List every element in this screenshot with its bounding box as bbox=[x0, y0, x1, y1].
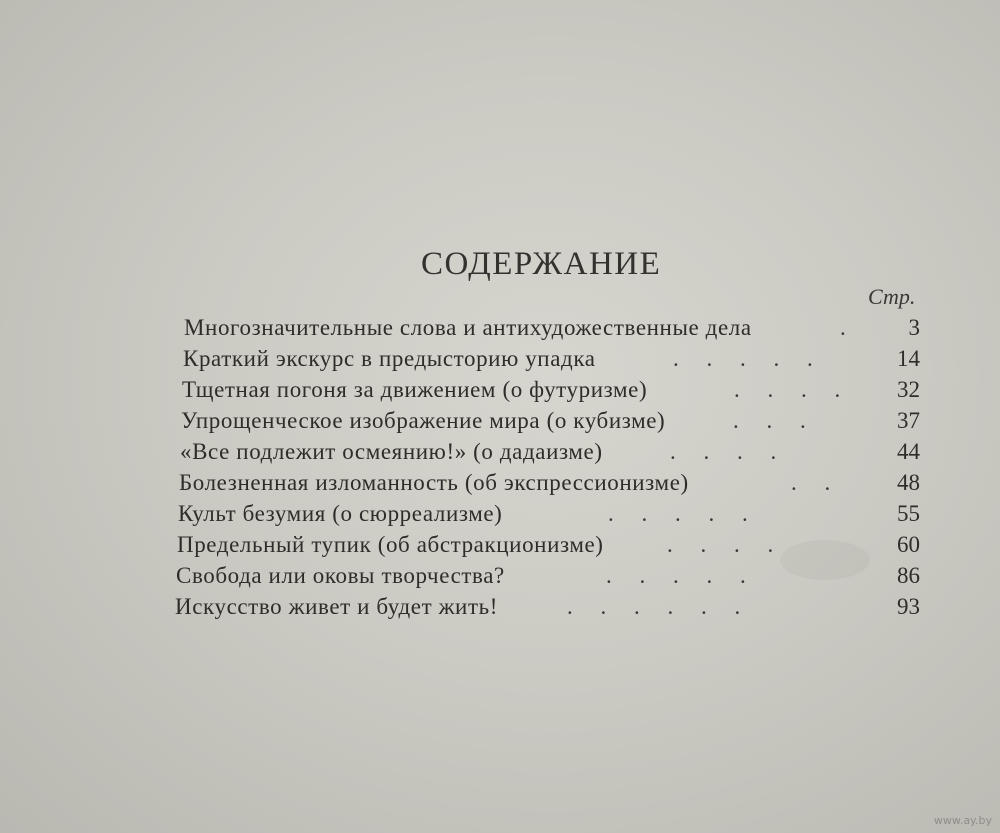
toc-entry-leader: . . . . . . bbox=[567, 594, 741, 619]
toc-entry-page: 93 bbox=[897, 594, 920, 619]
toc-entry-title: Тщетная погоня за движением (о футуризме) bbox=[182, 377, 648, 402]
toc-entry bbox=[176, 563, 920, 595]
toc-entry-page: 32 bbox=[897, 377, 920, 402]
toc-entry-leader: . . . . bbox=[670, 439, 777, 464]
toc-entry-page: 86 bbox=[897, 563, 920, 588]
toc-entry bbox=[175, 594, 920, 626]
page-column-label: Стр. bbox=[868, 284, 916, 309]
toc-entry-leader: . . . . . bbox=[673, 346, 813, 371]
toc-entry-title: Свобода или оковы творчества? bbox=[176, 563, 505, 588]
toc-entry-page: 3 bbox=[908, 315, 920, 340]
toc-entry-title: «Все подлежит осмеянию!» (о дадаизме) bbox=[180, 439, 603, 464]
toc-entry-page: 37 bbox=[897, 408, 920, 433]
toc-entry-title: Болезненная изломанность (об экспрессионизме) bbox=[179, 470, 689, 495]
toc-entry-title: Культ безумия (о сюрреализме) bbox=[178, 501, 503, 526]
toc-entry bbox=[183, 346, 920, 378]
toc-heading: СОДЕРЖАНИЕ bbox=[421, 246, 662, 282]
toc-entry-page: 48 bbox=[897, 470, 920, 495]
toc-entry bbox=[179, 470, 920, 502]
toc-entry-leader: . . . . . bbox=[606, 563, 746, 588]
toc-entry bbox=[181, 408, 920, 440]
toc-entry bbox=[180, 439, 920, 471]
toc-entry-leader: . . . . . bbox=[608, 501, 748, 526]
toc-entry bbox=[182, 377, 920, 409]
toc-entry-page: 60 bbox=[897, 532, 920, 557]
toc-entry-title: Краткий экскурс в предысторию упадка bbox=[183, 346, 596, 371]
toc-entry-title: Предельный тупик (об абстракционизме) bbox=[177, 532, 604, 557]
toc-entry bbox=[177, 532, 920, 564]
toc-entry-title: Многозначительные слова и антихудожественные дела bbox=[184, 315, 752, 340]
toc-entry-title: Искусство живет и будет жить! bbox=[175, 594, 498, 619]
toc-entry-leader: . . . . bbox=[734, 377, 841, 402]
toc-entry bbox=[178, 501, 920, 533]
toc-entry-page: 55 bbox=[897, 501, 920, 526]
toc-entry-leader: . . . . bbox=[667, 532, 774, 557]
toc-entry-leader: . . . bbox=[733, 408, 806, 433]
toc-entry-title: Упрощенческое изображение мира (о кубизме) bbox=[181, 408, 666, 433]
toc-entry-page: 44 bbox=[897, 439, 920, 464]
toc-entry-leader: . bbox=[840, 315, 846, 340]
toc-entry bbox=[184, 315, 920, 347]
toc-entry-leader: . . bbox=[791, 470, 831, 495]
watermark-text: www.ay.by bbox=[933, 814, 992, 827]
toc-entry-page: 14 bbox=[897, 346, 920, 371]
